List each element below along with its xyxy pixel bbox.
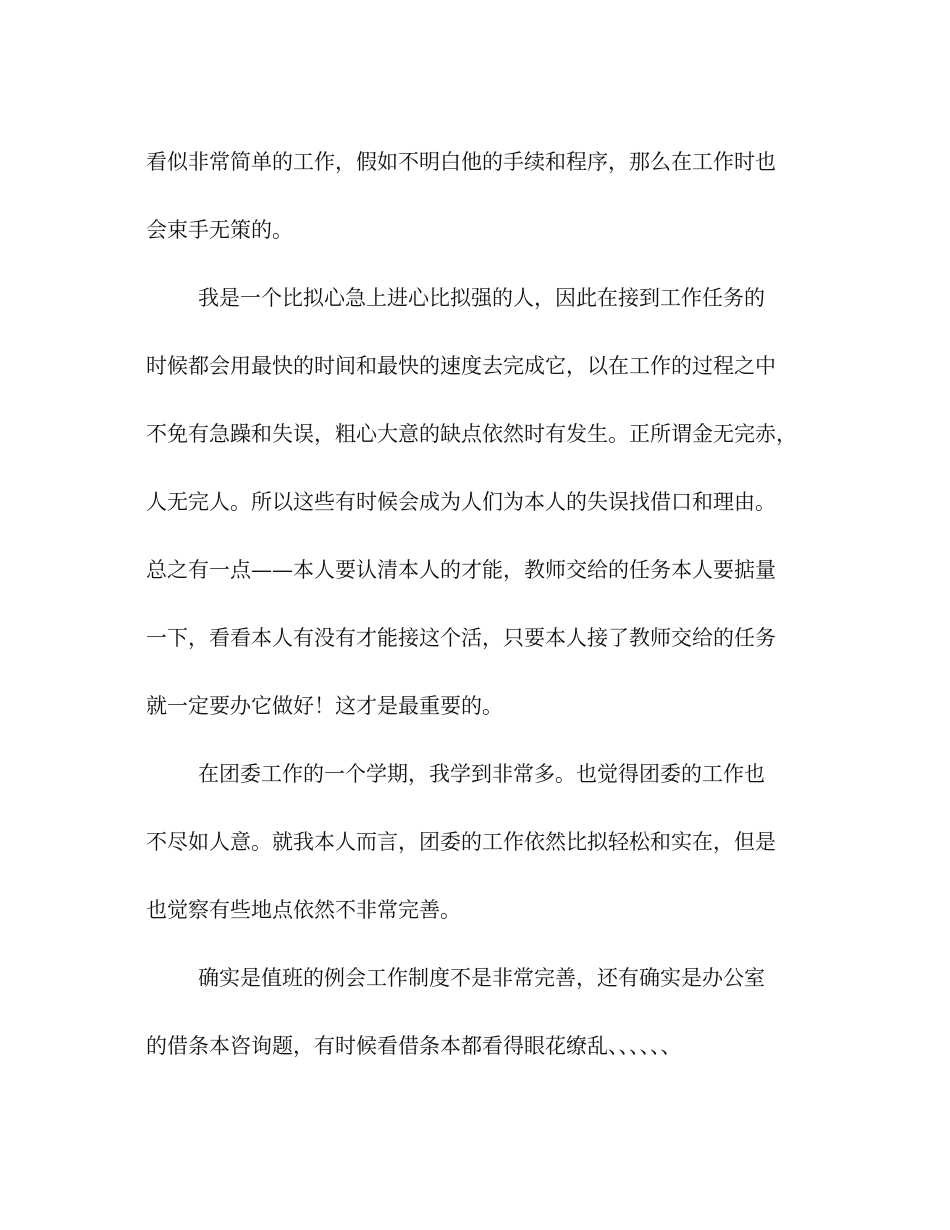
text-line: 不尽如人意。就我本人而言，团委的工作依然比拟轻松和实在，但是 xyxy=(146,830,776,854)
paragraph-first-line: 我是一个比拟心急上进心比拟强的人，因此在接到工作任务的 xyxy=(198,286,765,310)
text-line: 的借条本咨询题，有时候看借条本都看得眼花缭乱、、、、、、 xyxy=(146,1034,682,1058)
paragraph-first-line: 在团委工作的一个学期，我学到非常多。也觉得团委的工作也 xyxy=(198,762,765,786)
text-line: 总之有一点——本人要认清本人的才能，教师交给的任务本人要掂量 xyxy=(146,558,776,582)
text-line: 就一定要办它做好！这才是最重要的。 xyxy=(146,694,503,718)
document-body xyxy=(146,128,806,1080)
text-line: 也觉察有些地点依然不非常完善。 xyxy=(146,898,461,922)
text-line: 会束手无策的。 xyxy=(146,218,293,242)
text-line: 时候都会用最快的时间和最快的速度去完成它，以在工作的过程之中 xyxy=(146,354,776,378)
text-line: 看似非常简单的工作，假如不明白他的手续和程序，那么在工作时也 xyxy=(146,150,776,174)
text-line: 一下，看看本人有没有才能接这个活，只要本人接了教师交给的任务 xyxy=(146,626,776,650)
paragraph-first-line: 确实是值班的例会工作制度不是非常完善，还有确实是办公室 xyxy=(198,966,765,990)
text-line: 人无完人。所以这些有时候会成为人们为本人的失误找借口和理由。 xyxy=(146,490,776,514)
text-line: 不免有急躁和失误，粗心大意的缺点依然时有发生。正所谓金无完赤， xyxy=(146,422,797,446)
